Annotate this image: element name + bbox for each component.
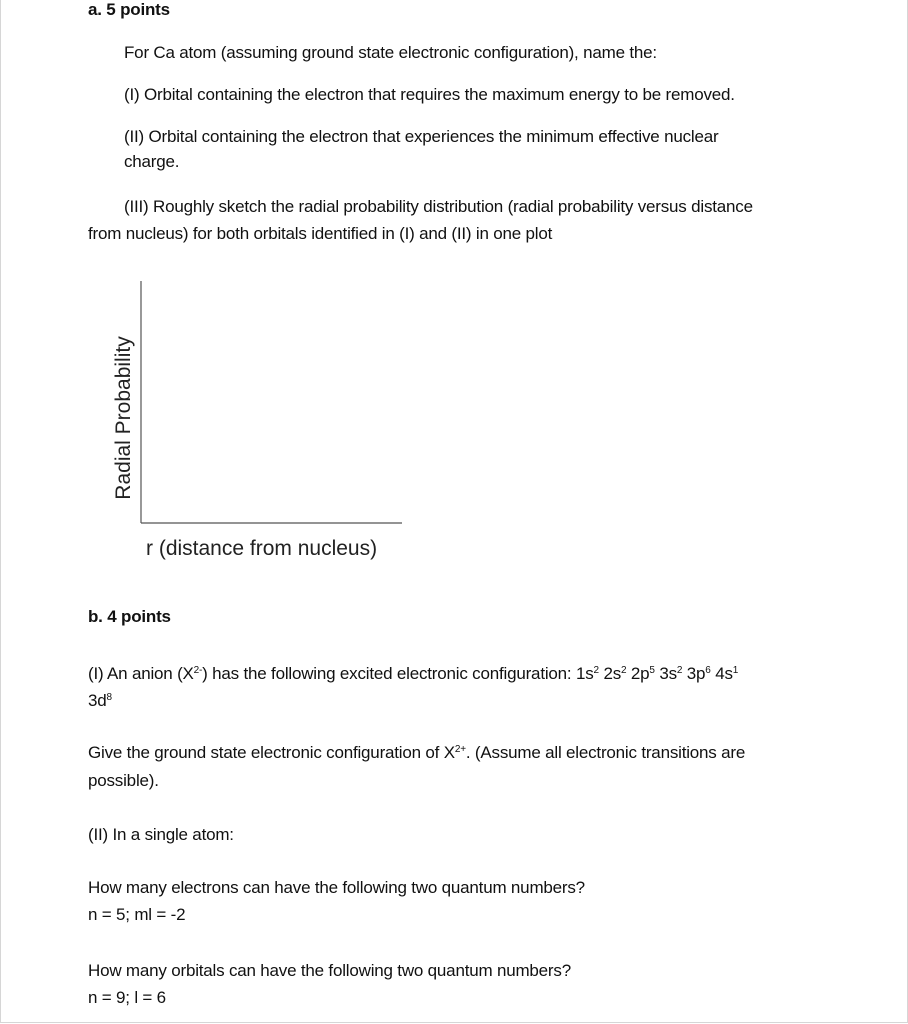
section-a-intro: For Ca atom (assuming ground state electronic configuration), name the: <box>124 43 657 62</box>
config-1s: 1s <box>575 664 594 683</box>
question-a3-line2: from nucleus) for both orbitals identified in (I) and (II) in one plot <box>88 224 553 243</box>
question-a3-line1: (III) Roughly sketch the radial probability distribution (radial probability versus distance <box>124 197 753 216</box>
config-2s: 2s <box>598 664 621 683</box>
question-b2: (II) In a single atom: <box>88 825 234 844</box>
task-suffix: . (Assume all electronic transitions are <box>465 743 746 762</box>
section-a-label: a. 5 points <box>88 0 170 19</box>
q-b1-suffix: ) has the following excited electronic configuration: <box>202 664 576 683</box>
config-2p: 2p <box>626 664 650 683</box>
question-a1: (I) Orbital containing the electron that requires the maximum energy to be removed. <box>124 85 735 104</box>
task-prefix: Give the ground state electronic configuration of X <box>88 743 455 762</box>
config-2p-exp: 5 <box>649 665 655 676</box>
question-b2a-values: n = 5; ml = -2 <box>88 905 186 924</box>
y-axis-label: Radial Probability <box>112 336 135 500</box>
config-1s-exp: 2 <box>593 665 599 676</box>
question-b2b-values: n = 9; l = 6 <box>88 988 166 1007</box>
config-3s: 3s <box>654 664 677 683</box>
question-a2-line2: charge. <box>124 152 180 171</box>
radial-probability-plot <box>100 275 440 575</box>
anion-charge: 2- <box>193 665 203 676</box>
question-b2b: How many orbitals can have the following two quantum numbers? <box>88 961 571 980</box>
config-3p: 3p <box>682 664 706 683</box>
question-a2-line1: (II) Orbital containing the electron that experiences the minimum effective nuclear <box>124 127 719 146</box>
excited-config <box>576 664 738 683</box>
q-b1-prefix: (I) An anion (X <box>88 664 194 683</box>
config-3d: 3d <box>88 691 107 710</box>
cation-charge: 2+ <box>454 744 466 755</box>
config-4s: 4s <box>710 664 733 683</box>
config-2s-exp: 2 <box>621 665 627 676</box>
config-4s-exp: 1 <box>732 665 739 676</box>
question-b2a: How many electrons can have the following two quantum numbers? <box>88 878 585 897</box>
config-3s-exp: 2 <box>676 665 683 676</box>
x-axis-label: r (distance from nucleus) <box>146 537 378 560</box>
config-3p-exp: 6 <box>705 665 711 676</box>
question-b1-line1 <box>88 664 738 684</box>
plot-svg <box>100 275 440 575</box>
question-b1-task-line1 <box>88 743 745 763</box>
section-b-label: b. 4 points <box>88 607 171 626</box>
question-b1-line2 <box>88 691 112 711</box>
config-3d-exp: 8 <box>106 692 112 703</box>
question-b1-task-line2: possible). <box>88 771 159 790</box>
